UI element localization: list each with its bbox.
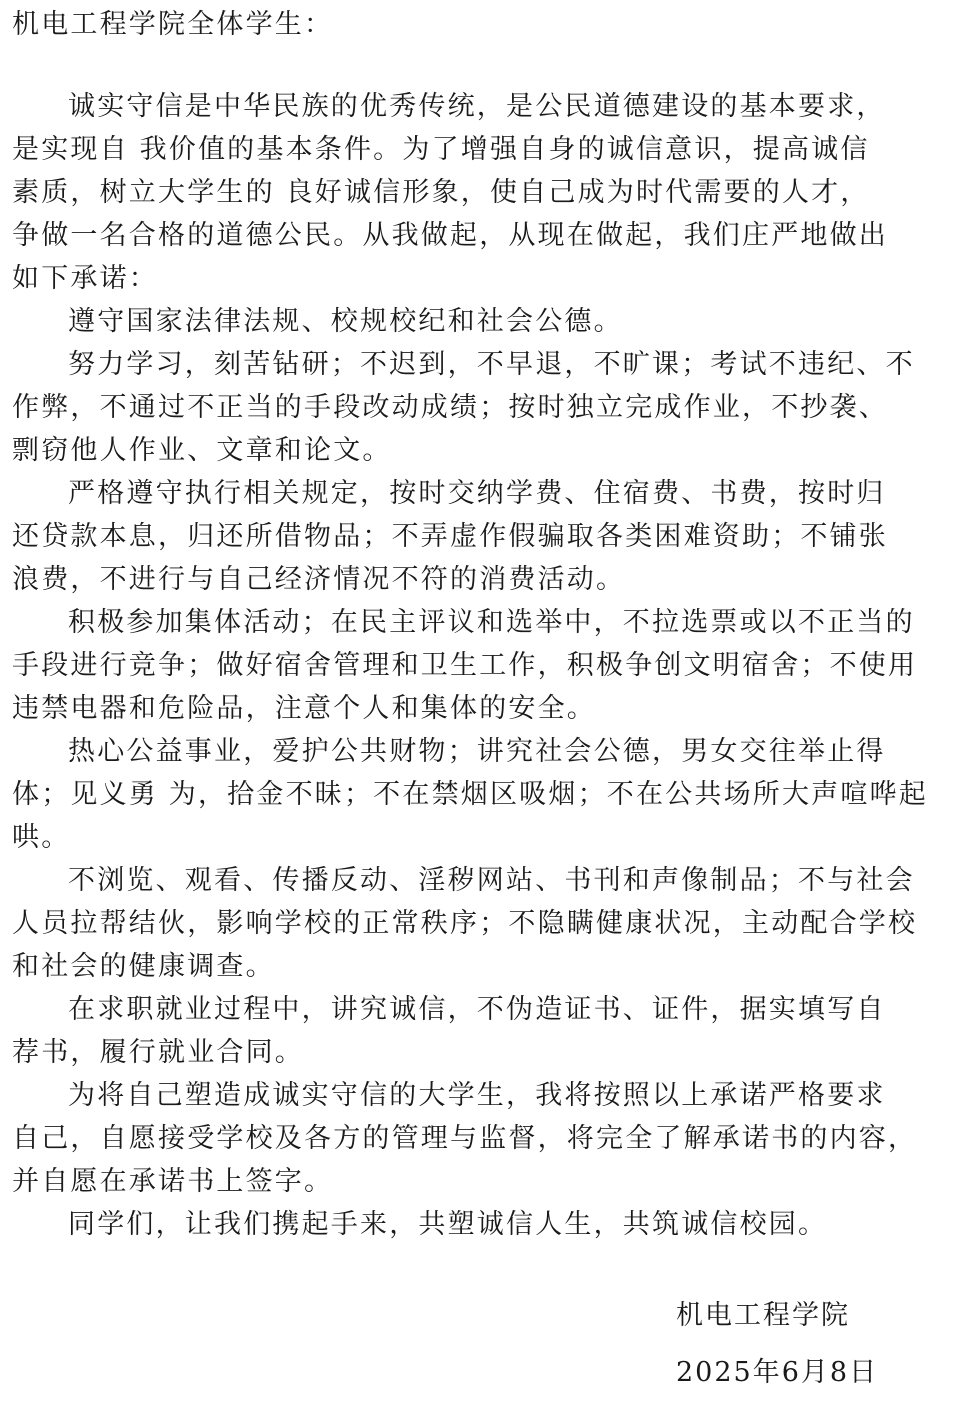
paragraph-line: 荐书，履行就业合同。	[12, 1037, 304, 1068]
paragraph-line: 浪费，不进行与自己经济情况不符的消费活动。	[12, 564, 626, 595]
paragraph-line: 同学们，让我们携起手来，共塑诚信人生，共筑诚信校园。	[68, 1209, 828, 1240]
paragraph-line: 并自愿在承诺书上签字。	[12, 1166, 334, 1197]
paragraph-line: 遵守国家法律法规、校规校纪和社会公德。	[68, 306, 623, 337]
signature-organization: 机电工程学院	[676, 1300, 850, 1331]
paragraph-line: 和社会的健康调查。	[12, 951, 275, 982]
paragraph-line: 违禁电器和危险品，注意个人和集体的安全。	[12, 693, 596, 724]
paragraph-line: 还贷款本息，归还所借物品；不弄虚作假骗取各类困难资助；不铺张	[12, 521, 888, 552]
signature-date: 2025年6月8日	[676, 1357, 879, 1388]
paragraph-line: 如下承诺：	[12, 263, 158, 294]
paragraph-line: 剽窃他人作业、文章和论文。	[12, 435, 392, 466]
paragraph-line: 严格遵守执行相关规定，按时交纳学费、住宿费、书费，按时归	[68, 478, 886, 509]
paragraph-line: 体；见义勇 为，拾金不昧；不在禁烟区吸烟；不在公共场所大声喧哗起	[12, 779, 928, 810]
paragraph-line: 为将自己塑造成诚实守信的大学生，我将按照以上承诺严格要求	[68, 1080, 886, 1111]
paragraph-line: 作弊，不通过不正当的手段改动成绩；按时独立完成作业，不抄袭、	[12, 392, 888, 423]
paragraph-line: 争做一名合格的道德公民。从我做起，从现在做起，我们庄严地做出	[12, 220, 888, 251]
paragraph-line: 努力学习，刻苦钻研；不迟到，不早退，不旷课；考试不违纪、不	[68, 349, 915, 380]
salutation: 机电工程学院全体学生：	[12, 9, 334, 40]
paragraph-line: 积极参加集体活动；在民主评议和选举中，不拉选票或以不正当的	[68, 607, 915, 638]
paragraph-line: 素质，树立大学生的 良好诚信形象，使自己成为时代需要的人才，	[12, 177, 870, 208]
paragraph-line: 手段进行竞争；做好宿舍管理和卫生工作，积极争创文明宿舍；不使用	[12, 650, 918, 681]
paragraph-line: 自己，自愿接受学校及各方的管理与监督，将完全了解承诺书的内容，	[12, 1123, 918, 1154]
paragraph-line: 是实现自 我价值的基本条件。为了增强自身的诚信意识，提高诚信	[12, 134, 870, 165]
paragraph-line: 人员拉帮结伙，影响学校的正常秩序；不隐瞒健康状况，主动配合学校	[12, 908, 918, 939]
paragraph-line: 在求职就业过程中，讲究诚信，不伪造证书、证件，据实填写自	[68, 994, 886, 1025]
paragraph-line: 热心公益事业，爱护公共财物；讲究社会公德，男女交往举止得	[68, 736, 886, 767]
paragraph-line: 诚实守信是中华民族的优秀传统，是公民道德建设的基本要求，	[68, 91, 886, 122]
paragraph-line: 哄。	[12, 822, 71, 853]
paragraph-line: 不浏览、观看、传播反动、淫秽网站、书刊和声像制品；不与社会	[68, 865, 915, 896]
